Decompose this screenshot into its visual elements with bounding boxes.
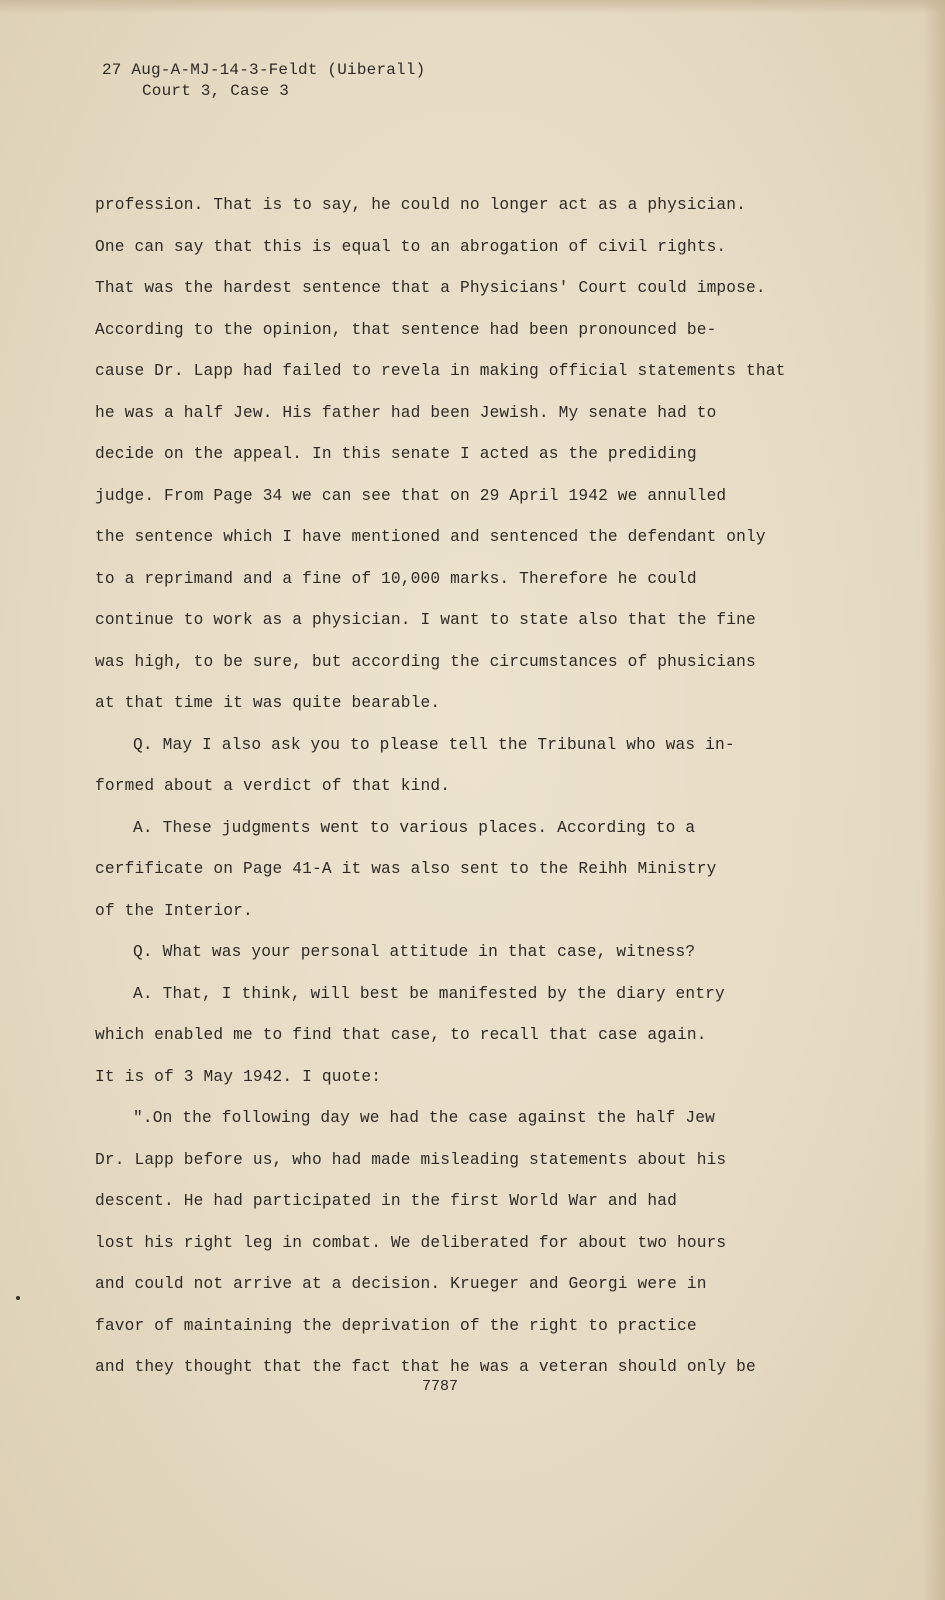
transcript-line: the sentence which I have mentioned and sentenced the defendant only [95, 528, 766, 546]
transcript-body [95, 185, 915, 1389]
transcript-line: and they thought that the fact that he was a veteran should only be [95, 1358, 756, 1376]
transcript-line: A. That, I think, will best be manifested by the diary entry [133, 984, 725, 1003]
transcript-line: ".On the following day we had the case against the half Jew [133, 1109, 715, 1127]
transcript-line: was high, to be sure, but according the circumstances of phusicians [95, 652, 756, 671]
paper-edge-right [923, 0, 945, 1600]
transcript-line: lost his right leg in combat. We deliberated for about two hours [95, 1233, 727, 1252]
paper-edge-top [0, 0, 945, 14]
transcript-line: and could not arrive at a decision. Krueger and Georgi were in [95, 1275, 707, 1293]
transcript-line: he was a half Jew. His father had been Jewish. My senate had to [95, 403, 717, 422]
transcript-line: Q. May I also ask you to please tell the Tribunal who was in- [133, 735, 735, 754]
transcript-line: It is of 3 May 1942. I quote: [95, 1067, 382, 1086]
transcript-line: to a reprimand and a fine of 10,000 marks. Therefore he could [95, 569, 697, 588]
transcript-line: According to the opinion, that sentence had been pronounced be- [95, 320, 717, 339]
transcript-line: of the Interior. [95, 901, 253, 920]
transcript-line: continue to work as a physician. I want to state also that the fine [95, 611, 756, 629]
transcript-line: formed about a verdict of that kind. [95, 777, 451, 795]
page-number: 7787 [421, 1378, 458, 1395]
transcript-line: cause Dr. Lapp had failed to revela in making official statements that [95, 362, 786, 380]
transcript-line: decide on the appeal. In this senate I acted as the prediding [95, 445, 697, 463]
transcript-line: That was the hardest sentence that a Physicians' Court could impose. [95, 279, 766, 297]
transcript-line: favor of maintaining the deprivation of the right to practice [95, 1316, 697, 1335]
transcript-line: Q. What was your personal attitude in that case, witness? [133, 943, 696, 961]
header-reference: 27 Aug-A-MJ-14-3-Feldt (Uiberall) [102, 61, 426, 79]
transcript-line: A. These judgments went to various places. According to a [133, 818, 696, 837]
transcript-line: at that time it was quite bearable. [95, 694, 441, 712]
transcript-line: Dr. Lapp before us, who had made misleading statements about his [95, 1150, 727, 1169]
transcript-line: cerfificate on Page 41-A it was also sent to the Reihh Ministry [95, 860, 717, 878]
transcript-line: One can say that this is equal to an abrogation of civil rights. [95, 237, 727, 256]
transcript-line: descent. He had participated in the first World War and had [95, 1192, 677, 1210]
transcript-line: profession. That is to say, he could no longer act as a physician. [95, 196, 747, 214]
margin-mark [16, 1296, 20, 1300]
transcript-line: which enabled me to find that case, to recall that case again. [95, 1026, 707, 1044]
transcript-line: judge. From Page 34 we can see that on 29 April 1942 we annulled [95, 486, 727, 505]
document-header [102, 60, 425, 102]
header-court-case: Court 3, Case 3 [142, 82, 290, 100]
